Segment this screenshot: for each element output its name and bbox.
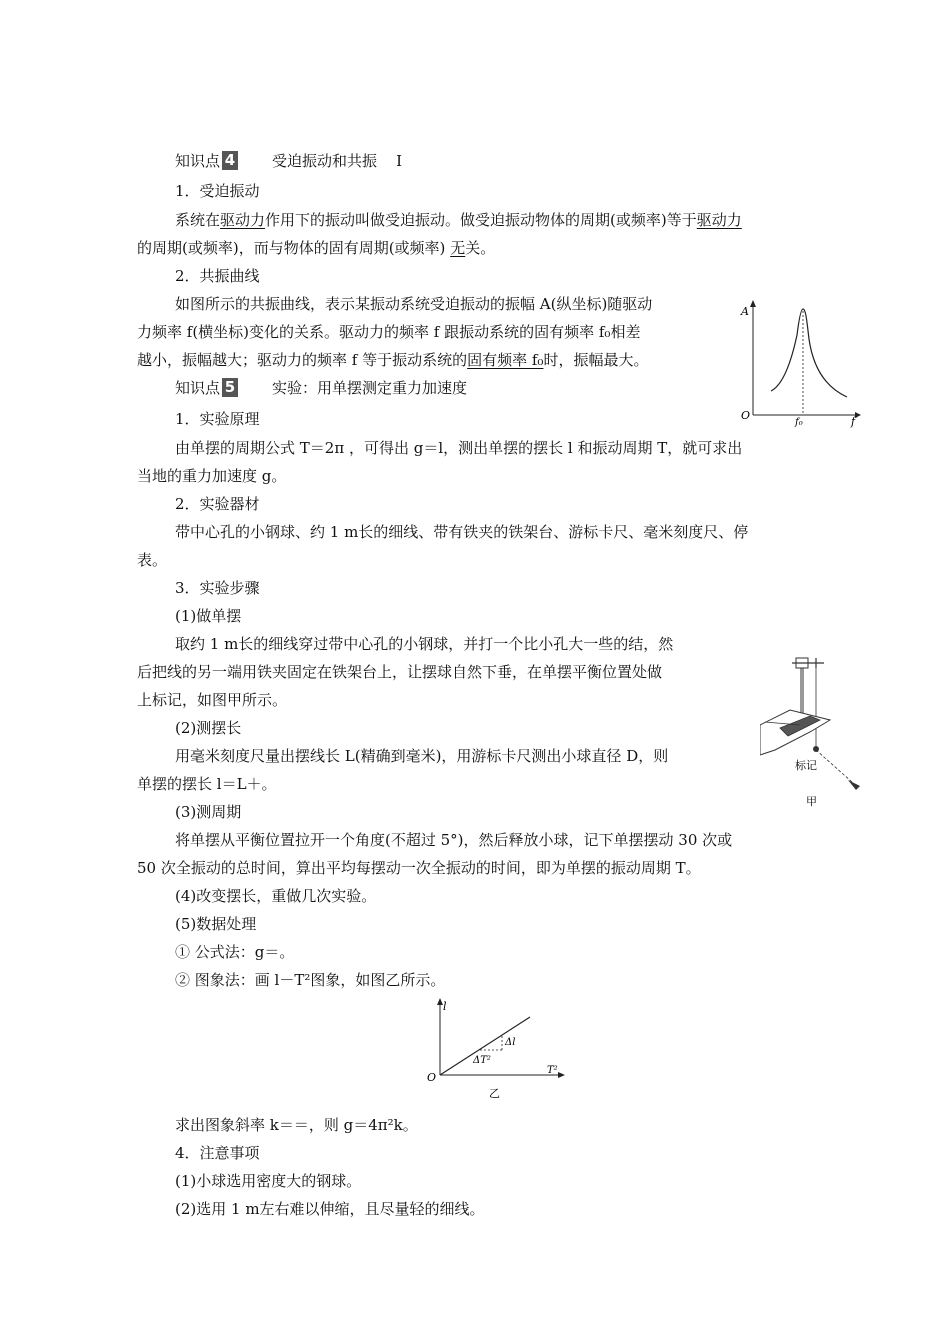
section-level: Ⅰ (396, 152, 403, 170)
note-2: (2)选用 1 m左右难以伸缩，且尽量轻的细线。 (175, 1200, 485, 1218)
paragraph: 由单摆的周期公式 T＝2π ，可得出 g＝l，测出单摆的摆长 l 和振动周期 T，就可求出 (175, 439, 743, 457)
origin-label: O (427, 1071, 437, 1084)
x-label: T² (547, 1065, 558, 1076)
section-prefix: 知识点 (175, 152, 221, 170)
paragraph: 50 次全振动的总时间，算出平均每摆动一次全振动的时间，即为单摆的振动周期 T。 (137, 859, 701, 877)
origin-label: O (741, 409, 751, 422)
paragraph: 上标记，如图甲所示。 (137, 691, 288, 709)
resonance-curve (771, 309, 847, 397)
pendulum-figure (760, 650, 870, 810)
pendulum-bob (813, 746, 819, 752)
section-5-heading (175, 378, 467, 398)
paragraph: 当地的重力加速度 g。 (137, 467, 287, 485)
eye-icon (848, 780, 860, 790)
sight-line (816, 750, 852, 782)
heading-steps: 3．实验步骤 (175, 579, 260, 597)
note-1: (1)小球选用密度大的钢球。 (175, 1172, 362, 1190)
figure-caption: 甲 (806, 795, 817, 808)
heading-principle: 1．实验原理 (175, 410, 260, 428)
figure-caption: 乙 (489, 1087, 500, 1100)
delta-l-label: Δl (505, 1037, 516, 1048)
heading-forced-vibration: 1．受迫振动 (175, 182, 260, 200)
l-t2-graph-figure (425, 995, 575, 1100)
paragraph: 如图所示的共振曲线，表示某振动系统受迫振动的振幅 A(纵坐标)随驱动 (175, 295, 653, 313)
paragraph: 将单摆从平衡位置拉开一个角度(不超过 5°)，然后释放小球，记下单摆摆动 30 次或 (175, 831, 733, 849)
slope-method: 求出图象斜率 k＝＝，则 g＝4π²k。 (175, 1116, 418, 1134)
heading-resonance-curve: 2．共振曲线 (175, 267, 260, 285)
section-number-badge: 5 (222, 378, 238, 397)
formula-method: ① 公式法：g＝。 (175, 943, 295, 961)
y-label: l (443, 1000, 447, 1013)
section-number-badge: 4 (222, 151, 238, 170)
mark-label: 标记 (795, 759, 817, 772)
paragraph: 后把线的另一端用铁夹固定在铁架台上，让摆球自然下垂，在单摆平衡位置处做 (137, 663, 663, 681)
delta-t-label: ΔT² (473, 1055, 491, 1066)
peak-label: f₀ (795, 417, 803, 428)
l-t2-line (440, 1017, 530, 1075)
paragraph: 带中心孔的小钢球、约 1 m长的细线、带有铁夹的铁架台、游标卡尺、毫米刻度尺、停 (175, 523, 749, 541)
step-2-title: (2)测摆长 (175, 719, 242, 737)
section-title: 实验：用单摆测定重力加速度 (272, 379, 468, 397)
paragraph: 用毫米刻度尺量出摆线长 L(精确到毫米)，用游标卡尺测出小球直径 D，则 (175, 747, 669, 765)
step-4-title: (4)改变摆长，重做几次实验。 (175, 887, 377, 905)
paragraph: 单摆的摆长 l＝L＋。 (137, 775, 277, 793)
section-prefix: 知识点 (175, 379, 221, 397)
step-3-title: (3)测周期 (175, 803, 242, 821)
heading-notes: 4．注意事项 (175, 1144, 260, 1162)
paragraph: 越小，振幅越大；驱动力的频率 f 等于振动系统的固有频率 f₀时，振幅最大。 (137, 351, 649, 369)
resonance-curve-figure (735, 295, 865, 430)
y-label: A (741, 305, 749, 318)
paragraph: 力频率 f(横坐标)变化的关系。驱动力的频率 f 跟振动系统的固有频率 f₀相差 (137, 323, 641, 341)
heading-equipment: 2．实验器材 (175, 495, 260, 513)
step-1-title: (1)做单摆 (175, 607, 242, 625)
paragraph: 的周期(或频率)，而与物体的固有周期(或频率) 无关。 (137, 239, 496, 257)
paragraph: 系统在驱动力作用下的振动叫做受迫振动。做受迫振动物体的周期(或频率)等于驱动力 (175, 211, 742, 229)
paragraph: 取约 1 m长的细线穿过带中心孔的小钢球，并打一个比小孔大一些的结，然 (175, 635, 674, 653)
section-title: 受迫振动和共振 (272, 152, 378, 170)
x-label: f (851, 415, 856, 428)
step-5-title: (5)数据处理 (175, 915, 257, 933)
section-4-heading (175, 151, 402, 171)
paragraph: 表。 (137, 551, 168, 569)
graph-method: ② 图象法：画 l－T²图象，如图乙所示。 (175, 971, 446, 989)
